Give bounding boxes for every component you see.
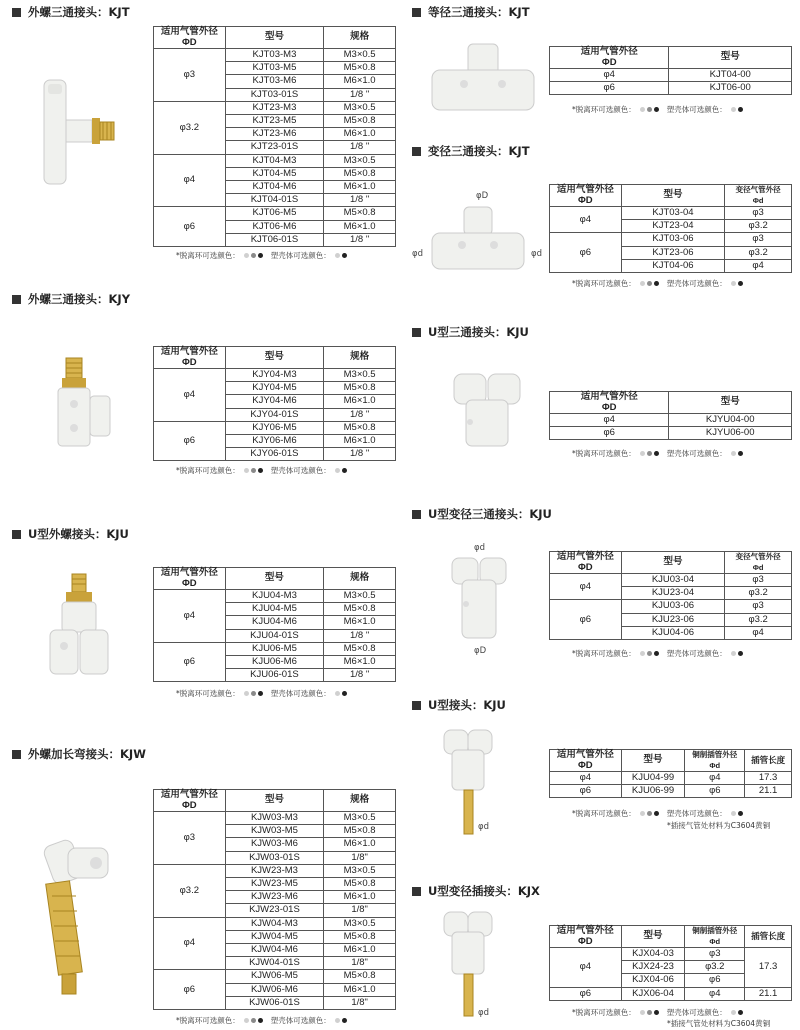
header-phi-d: ΦD — [181, 577, 197, 589]
cell-spec: M5×0.8 — [324, 421, 396, 434]
cell-tube-od: φ4 — [550, 207, 622, 233]
header-phi-d: ΦD — [181, 799, 197, 811]
cell-spec: M5×0.8 — [324, 930, 396, 943]
cell-reduced-od: φ3.2 — [725, 246, 792, 259]
color-options-note: *脱离环可选颜色： 塑壳体可选颜色： — [572, 1007, 749, 1018]
cell-brass-od: φ4 — [685, 772, 745, 785]
kjx-table — [549, 925, 792, 1001]
cell-model: KJYU04-00 — [669, 414, 792, 427]
header-insert-length: 插管长度 — [745, 750, 792, 772]
header-phi-d: ΦD — [181, 356, 197, 368]
cell-model: KJX04-06 — [621, 974, 685, 987]
cell-tube-od: φ4 — [154, 369, 226, 422]
kjt-external-tee-image — [30, 72, 130, 192]
section-title-kjy: 外螺三通接头：KJY — [12, 291, 130, 307]
cell-model: KJYU06-00 — [669, 427, 792, 440]
header-model: 型号 — [669, 392, 792, 414]
bullet-square-icon — [12, 8, 21, 17]
cell-reduced-od: φ3 — [725, 207, 792, 220]
cell-insert-length: 21.1 — [745, 987, 792, 1000]
header-model: 型号 — [621, 185, 725, 207]
header-model: 型号 — [621, 926, 685, 948]
cell-spec: M5×0.8 — [324, 382, 396, 395]
cell-model: KJU04-M3 — [225, 590, 324, 603]
cell-spec: 1/8 " — [324, 233, 396, 246]
cell-spec: M5×0.8 — [324, 642, 396, 655]
cell-model: KJT04-06 — [621, 259, 725, 272]
header-tube-od: 适用气管外径 — [580, 46, 638, 57]
cell-model: KJX04-03 — [621, 948, 685, 961]
cell-spec: M6×1.0 — [324, 656, 396, 669]
cell-spec: 1/8" — [324, 904, 396, 917]
cell-tube-od: φ6 — [154, 970, 226, 1010]
kjt-reducing-tee-image — [428, 205, 528, 275]
cell-model: KJT06-01S — [225, 233, 324, 246]
bullet-square-icon — [412, 701, 421, 710]
cell-insert-length: 21.1 — [745, 785, 792, 798]
cell-model: KJT03-04 — [621, 207, 725, 220]
bullet-square-icon — [12, 295, 21, 304]
header-reduced-od: 变径气管外径 — [735, 552, 781, 561]
cell-tube-od: φ6 — [550, 233, 622, 273]
cell-reduced-od: φ3.2 — [725, 587, 792, 600]
cell-spec: M6×1.0 — [324, 75, 396, 88]
cell-spec: M3×0.5 — [324, 590, 396, 603]
cell-model: KJT23-M5 — [225, 115, 324, 128]
cell-spec: M3×0.5 — [324, 101, 396, 114]
header-tube-od: 适用气管外径 — [580, 391, 638, 402]
header-phi-d-small: Φd — [709, 760, 721, 770]
cell-spec: M6×1.0 — [324, 616, 396, 629]
cell-model: KJU03-04 — [621, 574, 725, 587]
label-phi-d-small: φd — [531, 249, 543, 259]
cell-spec: M6×1.0 — [324, 435, 396, 448]
brass-material-note: *插接气管处材料为C3604黄铜 — [667, 821, 771, 830]
cell-model: KJY06-01S — [225, 448, 324, 461]
cell-model: KJY04-01S — [225, 408, 324, 421]
cell-spec: M5×0.8 — [324, 62, 396, 75]
cell-model: KJU04-M6 — [225, 616, 324, 629]
cell-model: KJW03-M6 — [225, 838, 324, 851]
header-model: 型号 — [669, 47, 792, 69]
header-model: 型号 — [225, 790, 324, 812]
cell-model: KJW04-M6 — [225, 944, 324, 957]
header-phi-d: ΦD — [182, 36, 197, 48]
cell-model: KJT06-M5 — [225, 207, 324, 220]
cell-insert-length: 17.3 — [745, 772, 792, 785]
header-brass-od: 铜制插管外径 — [692, 750, 738, 759]
cell-model: KJW23-M6 — [225, 891, 324, 904]
header-phi-d: ΦD — [577, 759, 593, 771]
cell-tube-od: φ4 — [550, 574, 622, 600]
color-options-note: *脱离环可选颜色： 塑壳体可选颜色： — [176, 1015, 353, 1026]
cell-spec: M5×0.8 — [324, 115, 396, 128]
kju-plug-image — [442, 728, 498, 838]
cell-model: KJT23-04 — [621, 220, 725, 233]
cell-spec: M3×0.5 — [324, 154, 396, 167]
cell-tube-od: φ4 — [154, 154, 226, 207]
kju-external-table — [153, 567, 396, 682]
color-options-note: *脱离环可选颜色： 塑壳体可选颜色： — [572, 278, 749, 289]
cell-spec: M5×0.8 — [324, 825, 396, 838]
bullet-square-icon — [12, 530, 21, 539]
brass-material-note: *插接气管处材料为C3604黄铜 — [667, 1019, 771, 1028]
label-phi-d-small: φd — [412, 249, 424, 259]
header-phi-d-small: Φd — [709, 936, 721, 946]
cell-model: KJW03-M3 — [225, 812, 324, 825]
cell-model: KJU06-01S — [225, 669, 324, 682]
cell-model: KJX06-04 — [621, 987, 685, 1000]
cell-spec: M3×0.5 — [324, 49, 396, 62]
header-phi-d: ΦD — [578, 194, 593, 206]
cell-spec: M6×1.0 — [324, 838, 396, 851]
cell-model: KJW23-M3 — [225, 864, 324, 877]
kju-tee-table — [549, 391, 792, 440]
section-title-kjw: 外螺加长弯接头：KJW — [12, 746, 146, 762]
header-spec: 规格 — [324, 347, 396, 369]
section-title-kjt-equal: 等径三通接头：KJT — [412, 4, 530, 20]
cell-tube-od: φ4 — [550, 948, 622, 988]
header-reduced-od: 变径气管外径 — [735, 185, 781, 194]
cell-spec: M6×1.0 — [324, 891, 396, 904]
section-title-kjx: U型变径插接头：KJX — [412, 883, 540, 899]
cell-model: KJU04-01S — [225, 629, 324, 642]
header-spec: 规格 — [324, 568, 396, 590]
header-tube-od: 适用气管外径 — [160, 789, 218, 800]
cell-reduced-od: φ3 — [725, 233, 792, 246]
cell-model: KJW03-M5 — [225, 825, 324, 838]
cell-reduced-od: φ4 — [725, 626, 792, 639]
section-title-kju-tee: U型三通接头：KJU — [412, 324, 529, 340]
kju-reducing-image — [448, 556, 512, 642]
cell-model: KJT23-M3 — [225, 101, 324, 114]
bullet-square-icon — [412, 8, 421, 17]
cell-model: KJU04-99 — [621, 772, 685, 785]
label-phi-d-small: φd — [474, 543, 486, 553]
cell-tube-od: φ4 — [550, 772, 622, 785]
cell-spec: M6×1.0 — [324, 983, 396, 996]
header-tube-od: 适用气管外径 — [160, 567, 218, 578]
cell-spec: M3×0.5 — [324, 369, 396, 382]
header-tube-od: 适用气管外径 — [556, 551, 614, 562]
cell-tube-od: φ6 — [154, 421, 226, 461]
kjx-plug-image — [442, 910, 498, 1020]
header-phi-d: ΦD — [601, 56, 617, 68]
kjw-elbow-image — [34, 836, 124, 1006]
cell-model: KJT23-M6 — [225, 128, 324, 141]
cell-model: KJT04-01S — [225, 194, 324, 207]
cell-spec: M5×0.8 — [324, 167, 396, 180]
bullet-square-icon — [412, 510, 421, 519]
label-phi-d-large: φD — [474, 646, 487, 656]
kju-external-image — [36, 570, 126, 680]
cell-model: KJW23-M5 — [225, 878, 324, 891]
bullet-square-icon — [12, 750, 21, 759]
cell-model: KJT04-M5 — [225, 167, 324, 180]
cell-spec: M3×0.5 — [324, 812, 396, 825]
cell-model: KJT03-M6 — [225, 75, 324, 88]
cell-model: KJY04-M6 — [225, 395, 324, 408]
header-model: 型号 — [621, 552, 725, 574]
cell-model: KJT04-00 — [669, 69, 792, 82]
cell-spec: M3×0.5 — [324, 864, 396, 877]
cell-model: KJT23-06 — [621, 246, 725, 259]
cell-model: KJT04-M3 — [225, 154, 324, 167]
label-phi-d-large: φD — [476, 191, 489, 201]
header-tube-od: 适用气管外径 — [556, 925, 614, 936]
cell-spec: M6×1.0 — [324, 181, 396, 194]
cell-brass-od: φ6 — [685, 974, 745, 987]
cell-tube-od: φ6 — [550, 427, 669, 440]
cell-tube-od: φ4 — [154, 917, 226, 970]
color-options-note: *脱离环可选颜色： 塑壳体可选颜色： — [176, 688, 353, 699]
header-tube-od: 适用气管外径 — [160, 26, 218, 37]
cell-spec: M5×0.8 — [324, 207, 396, 220]
kjt-equal-table — [549, 46, 792, 95]
cell-tube-od: φ4 — [550, 69, 669, 82]
cell-model: KJX24-23 — [621, 961, 685, 974]
cell-reduced-od: φ3.2 — [725, 220, 792, 233]
cell-spec: 1/8" — [324, 957, 396, 970]
header-spec: 规格 — [324, 790, 396, 812]
header-insert-length: 插管长度 — [745, 926, 792, 948]
cell-spec: M6×1.0 — [324, 944, 396, 957]
cell-tube-od: φ6 — [550, 785, 622, 798]
section-title-kjt-external: 外螺三通接头：KJT — [12, 4, 130, 20]
cell-reduced-od: φ3 — [725, 600, 792, 613]
cell-model: KJW04-01S — [225, 957, 324, 970]
cell-spec: M6×1.0 — [324, 128, 396, 141]
cell-tube-od: φ6 — [550, 987, 622, 1000]
cell-model: KJY04-M3 — [225, 369, 324, 382]
header-model: 型号 — [225, 568, 324, 590]
cell-spec: 1/8 " — [324, 448, 396, 461]
cell-model: KJT06-M6 — [225, 220, 324, 233]
cell-model: KJY04-M5 — [225, 382, 324, 395]
cell-tube-od: φ3 — [154, 812, 226, 865]
section-title-kju-external: U型外螺接头：KJU — [12, 526, 129, 542]
cell-model: KJT04-M6 — [225, 181, 324, 194]
cell-model: KJT06-00 — [669, 82, 792, 95]
cell-spec: M6×1.0 — [324, 395, 396, 408]
cell-tube-od: φ6 — [154, 207, 226, 247]
kjt-reducing-table — [549, 184, 792, 273]
color-options-note: *脱离环可选颜色： 塑壳体可选颜色： — [572, 648, 749, 659]
cell-spec: 1/8 " — [324, 629, 396, 642]
cell-model: KJW03-01S — [225, 851, 324, 864]
color-options-note: *脱离环可选颜色： 塑壳体可选颜色： — [176, 465, 353, 476]
header-tube-od: 适用气管外径 — [556, 184, 614, 195]
cell-spec: 1/8 " — [324, 88, 396, 101]
color-options-note: *脱离环可选颜色： 塑壳体可选颜色： — [572, 104, 749, 115]
cell-model: KJU06-M6 — [225, 656, 324, 669]
cell-model: KJU04-M5 — [225, 603, 324, 616]
cell-tube-od: φ6 — [154, 642, 226, 682]
cell-model: KJT03-01S — [225, 88, 324, 101]
cell-tube-od: φ3 — [154, 49, 226, 102]
cell-spec: M5×0.8 — [324, 970, 396, 983]
header-phi-d-small: Φd — [752, 195, 764, 205]
cell-model: KJY06-M5 — [225, 421, 324, 434]
header-phi-d: ΦD — [578, 561, 593, 573]
cell-model: KJW04-M3 — [225, 917, 324, 930]
cell-spec: M5×0.8 — [324, 878, 396, 891]
cell-brass-od: φ6 — [685, 785, 745, 798]
bullet-square-icon — [412, 328, 421, 337]
cell-spec: M5×0.8 — [324, 603, 396, 616]
header-brass-od: 铜制插管外径 — [692, 926, 738, 935]
color-options-note: *脱离环可选颜色： 塑壳体可选颜色： — [176, 250, 353, 261]
header-model: 型号 — [225, 347, 324, 369]
cell-tube-od: φ6 — [550, 82, 669, 95]
header-phi-d-small: Φd — [752, 562, 764, 572]
cell-tube-od: φ3.2 — [154, 864, 226, 917]
cell-tube-od: φ3.2 — [154, 101, 226, 154]
section-title-kju-plug: U型接头：KJU — [412, 697, 506, 713]
cell-tube-od: φ6 — [550, 600, 622, 640]
cell-spec: 1/8" — [324, 851, 396, 864]
header-model: 型号 — [621, 750, 685, 772]
kjt-equal-tee-image — [428, 40, 538, 120]
header-phi-d: ΦD — [601, 401, 617, 413]
cell-model: KJU06-M5 — [225, 642, 324, 655]
cell-brass-od: φ4 — [685, 987, 745, 1000]
cell-model: KJT03-06 — [621, 233, 725, 246]
section-title-kjt-reducing: 变径三通接头：KJT — [412, 143, 530, 159]
section-title-kju-reducing: U型变径三通接头：KJU — [412, 506, 552, 522]
color-options-note: *脱离环可选颜色： 塑壳体可选颜色： — [572, 808, 749, 819]
kjt-external-table — [153, 26, 396, 247]
cell-spec: 1/8 " — [324, 194, 396, 207]
cell-model: KJW06-M5 — [225, 970, 324, 983]
cell-brass-od: φ3 — [685, 948, 745, 961]
cell-model: KJT23-01S — [225, 141, 324, 154]
cell-model: KJW04-M5 — [225, 930, 324, 943]
cell-model: KJT03-M3 — [225, 49, 324, 62]
kjw-table — [153, 789, 396, 1010]
kjy-table — [153, 346, 396, 461]
label-phi-d-small: φd — [478, 822, 490, 832]
kju-reducing-table — [549, 551, 792, 640]
cell-reduced-od: φ3.2 — [725, 613, 792, 626]
cell-insert-length: 17.3 — [745, 948, 792, 988]
cell-tube-od: φ4 — [154, 590, 226, 643]
cell-model: KJU06-99 — [621, 785, 685, 798]
cell-reduced-od: φ4 — [725, 259, 792, 272]
header-spec: 规格 — [324, 27, 396, 49]
cell-model: KJW06-M6 — [225, 983, 324, 996]
header-tube-od: 适用气管外径 — [160, 346, 218, 357]
header-phi-d: ΦD — [577, 935, 593, 947]
kju-plug-table — [549, 749, 792, 798]
cell-model: KJU23-06 — [621, 613, 725, 626]
header-model: 型号 — [225, 27, 324, 49]
cell-model: KJU23-04 — [621, 587, 725, 600]
cell-spec: 1/8 " — [324, 408, 396, 421]
color-options-note: *脱离环可选颜色： 塑壳体可选颜色： — [572, 448, 749, 459]
bullet-square-icon — [412, 887, 421, 896]
cell-model: KJY06-M6 — [225, 435, 324, 448]
cell-model: KJW23-01S — [225, 904, 324, 917]
cell-reduced-od: φ3 — [725, 574, 792, 587]
cell-model: KJU04-06 — [621, 626, 725, 639]
cell-model: KJT03-M5 — [225, 62, 324, 75]
cell-spec: M6×1.0 — [324, 220, 396, 233]
cell-model: KJW06-01S — [225, 996, 324, 1009]
cell-model: KJU03-06 — [621, 600, 725, 613]
kju-tee-image — [448, 370, 528, 450]
cell-brass-od: φ3.2 — [685, 961, 745, 974]
bullet-square-icon — [412, 147, 421, 156]
header-tube-od: 适用气管外径 — [556, 749, 614, 760]
cell-spec: M3×0.5 — [324, 917, 396, 930]
cell-spec: 1/8" — [324, 996, 396, 1009]
label-phi-d-small: φd — [478, 1008, 490, 1018]
kjy-tee-image — [30, 352, 120, 452]
cell-spec: 1/8 " — [324, 141, 396, 154]
cell-tube-od: φ4 — [550, 414, 669, 427]
cell-spec: 1/8 " — [324, 669, 396, 682]
